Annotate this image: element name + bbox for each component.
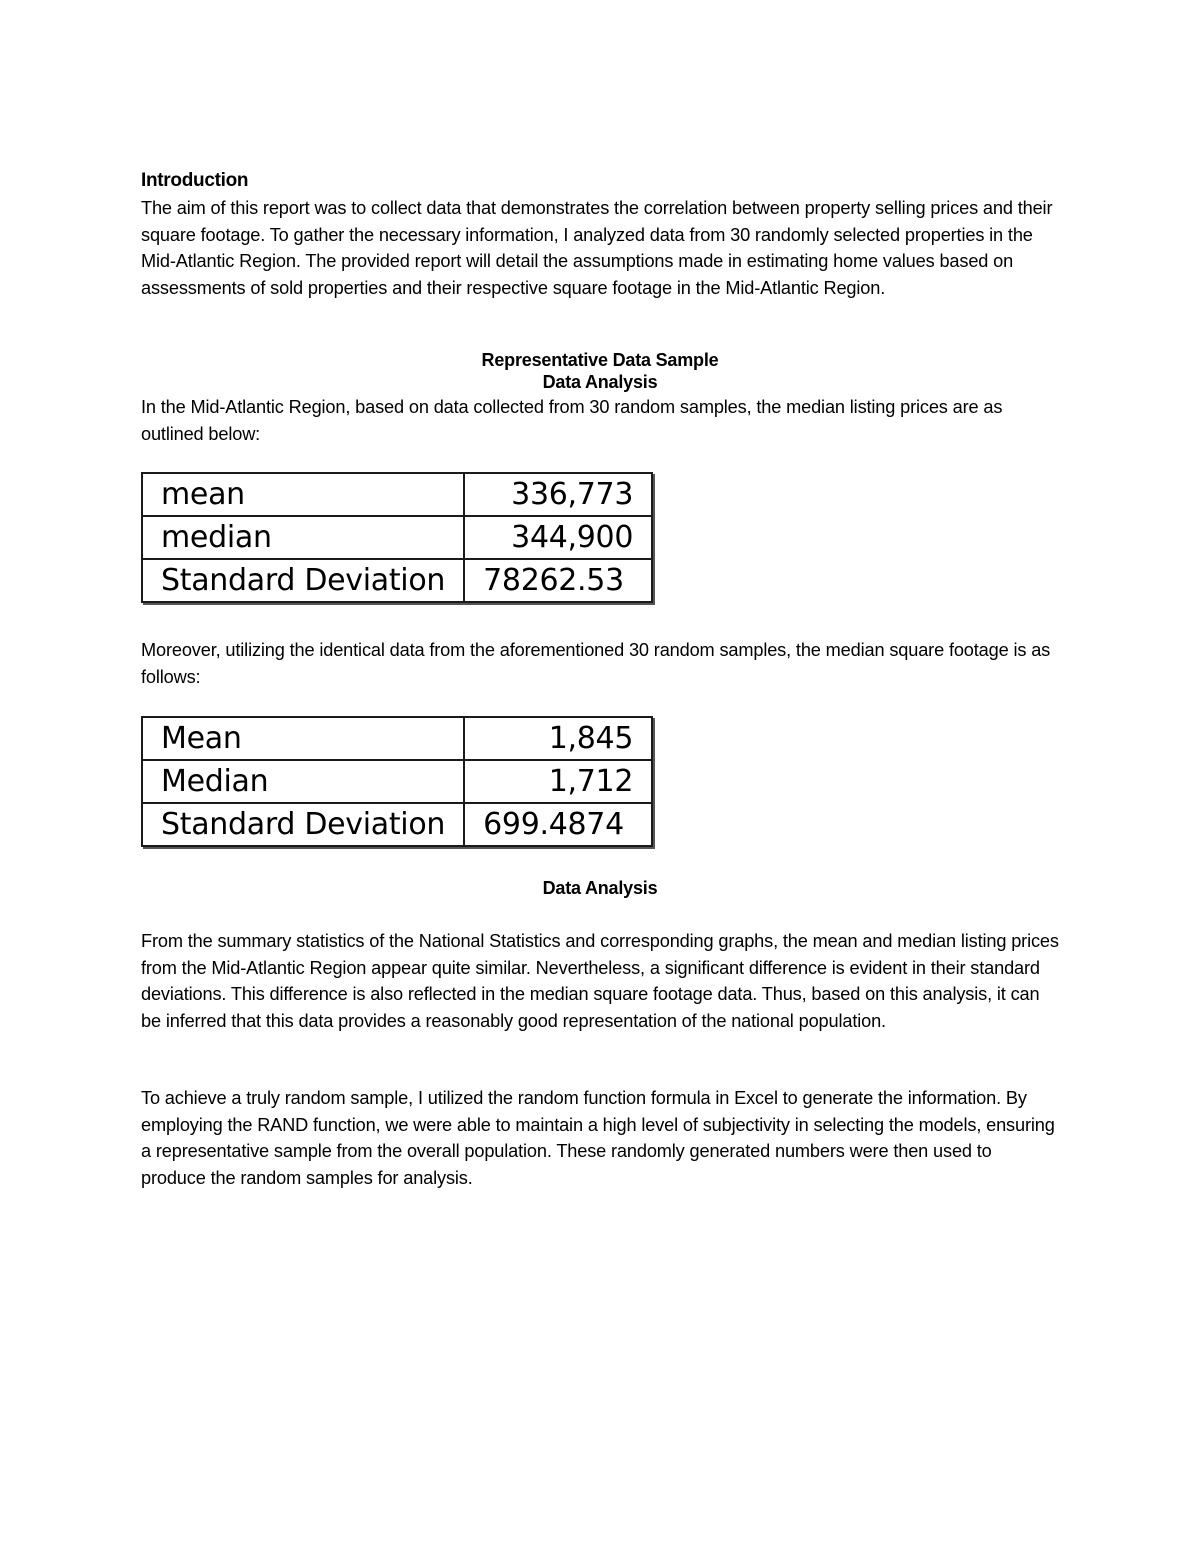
analysis-paragraph: From the summary statistics of the National Statistics and corresponding graphs, the mean and median listing prices from the Mid-Atlantic Region appear quite similar. Nevertheless, a significant difference is evident in their standard deviations. This difference is also reflected in the median square footage data. Thus, based on this analysis, it can be inferred that this data provides a reasonably good representation of the national population. — [141, 931, 1059, 1031]
random-sample-paragraph: To achieve a truly random sample, I utilized the random function formula in Excel to generate the information. By employing the RAND function, we were able to maintain a high level of subjectivity in selecting the models, ensuring a representative sample from the overall population. These randomly generated numbers were then used to produce the random samples for analysis. — [141, 1088, 1055, 1188]
table-row — [142, 473, 652, 516]
stat-label: Mean — [142, 717, 464, 760]
stat-label: Standard Deviation — [142, 559, 464, 602]
table-row — [142, 559, 652, 602]
square-footage-stats-table — [141, 716, 653, 847]
table-row — [142, 803, 652, 846]
table-row — [142, 760, 652, 803]
introduction-paragraph: The aim of this report was to collect data that demonstrates the correlation between property selling prices and their square footage. To gather the necessary information, I analyzed data from 30 randomly selected properties in the Mid-Atlantic Region. The provided report will detail the assumptions made in estimating home values based on assessments of sold properties and their respective square footage in the Mid-Atlantic Region. — [141, 198, 1053, 298]
stat-label: median — [142, 516, 464, 559]
stat-label: mean — [142, 473, 464, 516]
square-footage-paragraph: Moreover, utilizing the identical data from the aforementioned 30 random samples, the median square footage is as follows: — [141, 640, 1051, 687]
price-paragraph: In the Mid-Atlantic Region, based on data collected from 30 random samples, the median listing prices are as outlined below: — [141, 397, 1003, 444]
table-row — [142, 717, 652, 760]
stat-value: 699.4874 — [464, 803, 652, 846]
price-stats-table — [141, 472, 653, 603]
data-analysis-title: Data Analysis — [542, 878, 658, 898]
stat-value: 1,845 — [464, 717, 652, 760]
data-analysis-subtitle: Data Analysis — [542, 372, 658, 392]
stat-value: 1,712 — [464, 760, 652, 803]
table-row — [142, 516, 652, 559]
stat-value: 336,773 — [464, 473, 652, 516]
stat-label: Standard Deviation — [142, 803, 464, 846]
stat-value: 344,900 — [464, 516, 652, 559]
stat-label: Median — [142, 760, 464, 803]
introduction-heading: Introduction — [141, 170, 249, 191]
stat-value: 78262.53 — [464, 559, 652, 602]
representative-sample-title: Representative Data Sample — [481, 350, 719, 370]
